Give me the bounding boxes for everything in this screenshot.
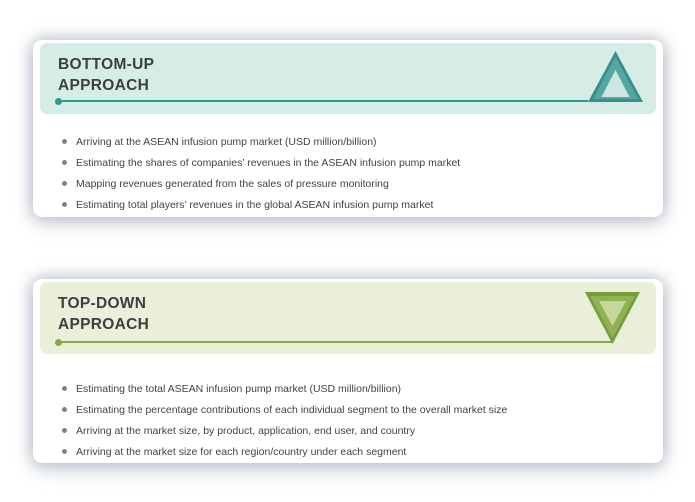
bottom-up-title-line1: BOTTOM-UP [58,56,155,73]
bottom-up-title [58,54,154,96]
list-item [62,173,651,194]
list-item [62,399,651,420]
bottom-up-header-panel [40,43,656,114]
list-item [62,194,651,215]
bottom-up-bullet-list [62,131,651,215]
list-item [62,378,651,399]
bullet-dot-icon [62,428,67,433]
top-down-bullet-list [62,378,651,462]
bullet-text: Estimating the shares of companies’ revenues in the ASEAN infusion pump market [76,156,461,169]
bullet-dot-icon [62,202,67,207]
bullet-dot-icon [62,181,67,186]
bottom-up-accent-line [57,100,588,102]
bullet-dot-icon [62,139,67,144]
list-item [62,152,651,173]
top-down-title [58,293,149,335]
triangle-up-icon [588,51,643,103]
bullet-text: Mapping revenues generated from the sales of pressure monitoring [76,177,389,190]
bullet-dot-icon [62,160,67,165]
top-down-accent-dot-icon [55,339,62,346]
bullet-text: Estimating total players’ revenues in the global ASEAN infusion pump market [76,198,434,211]
top-down-card [33,279,663,463]
bullet-text: Arriving at the market size, by product, application, end user, and country [76,424,416,437]
list-item [62,441,651,462]
bullet-dot-icon [62,449,67,454]
bullet-text: Arriving at the ASEAN infusion pump market (USD million/billion) [76,135,377,148]
bullet-text: Estimating the percentage contributions of each individual segment to the overall market size [76,403,508,416]
bullet-text: Arriving at the market size for each region/country under each segment [76,445,407,458]
bullet-dot-icon [62,386,67,391]
top-down-title-line1: TOP-DOWN [58,295,147,312]
triangle-down-icon [585,292,640,344]
bottom-up-title-line2: APPROACH [58,77,150,94]
bottom-up-card [33,40,663,217]
top-down-title-line2: APPROACH [58,316,150,333]
list-item [62,420,651,441]
top-down-accent-line [57,341,612,343]
bottom-up-accent-dot-icon [55,98,62,105]
bullet-text: Estimating the total ASEAN infusion pump market (USD million/billion) [76,382,402,395]
top-down-header-panel [40,282,656,354]
list-item [62,131,651,152]
bullet-dot-icon [62,407,67,412]
